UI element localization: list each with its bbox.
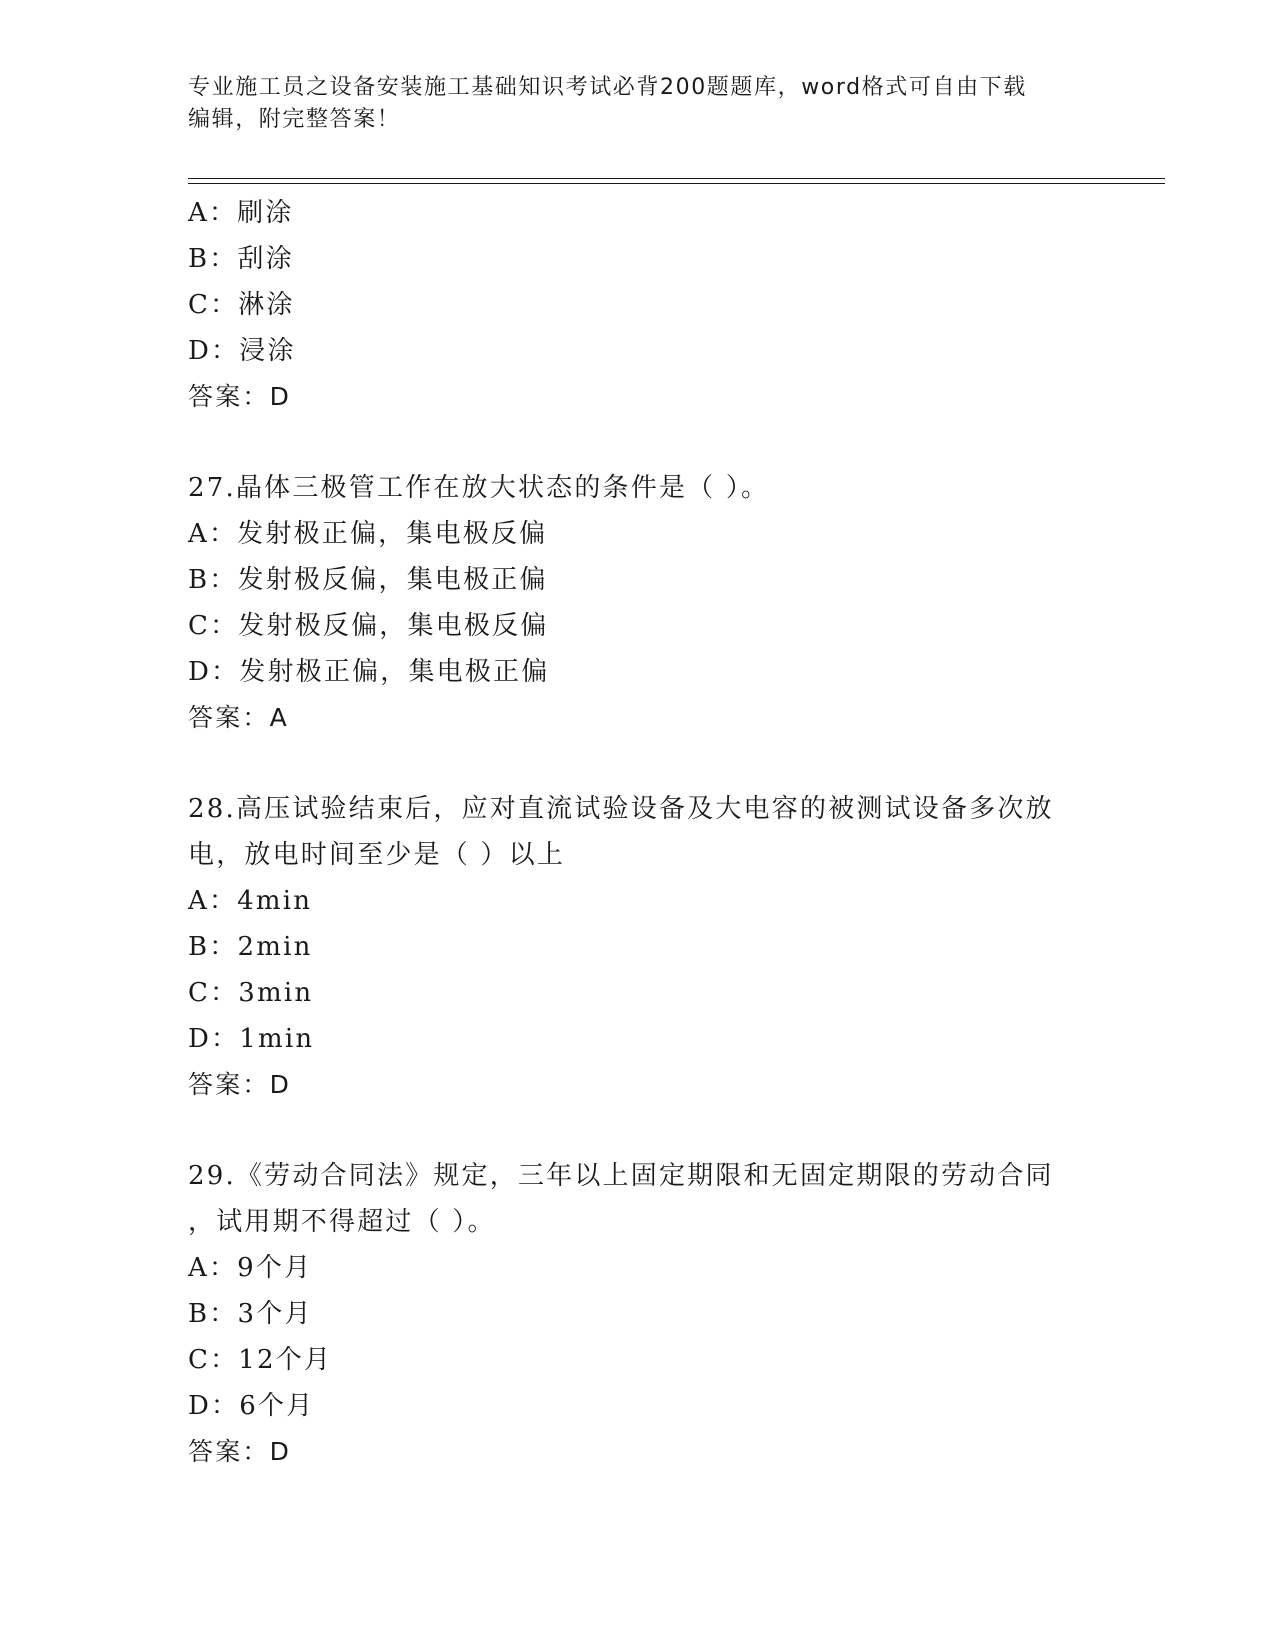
- spacer: [188, 1108, 1088, 1153]
- option-b: B：3个月: [188, 1299, 313, 1329]
- question-28: [188, 786, 1088, 1108]
- option-a: A：4min: [188, 886, 313, 916]
- header-divider-bottom: [188, 183, 1165, 184]
- option-b: B：发射极反偏，集电极正偏: [188, 565, 548, 595]
- option-c: C：12个月: [188, 1345, 333, 1375]
- answer: 答案：D: [188, 1437, 292, 1466]
- answer: 答案：D: [188, 382, 292, 411]
- answer: 答案：A: [188, 703, 289, 732]
- answer: 答案：D: [188, 1070, 292, 1099]
- question-stem-line-2: 电，放电时间至少是（ ）以上: [188, 840, 566, 870]
- option-d: D：发射极正偏，集电极正偏: [188, 657, 550, 687]
- question-list: [188, 190, 1088, 1475]
- document-header: [188, 72, 1088, 136]
- option-d: D：浸涂: [188, 336, 296, 366]
- option-c: C：发射极反偏，集电极反偏: [188, 611, 549, 641]
- option-c: C：淋涂: [188, 290, 295, 320]
- option-c: C：3min: [188, 978, 314, 1008]
- question-26: [188, 190, 1088, 420]
- option-d: D：6个月: [188, 1391, 315, 1421]
- question-stem: 27.晶体三极管工作在放大状态的条件是（ ）。: [188, 473, 770, 503]
- option-d: D：1min: [188, 1024, 315, 1054]
- question-stem-line-1: 29.《劳动合同法》规定，三年以上固定期限和无固定期限的劳动合同: [188, 1161, 1054, 1191]
- option-a: A：发射极正偏，集电极反偏: [188, 519, 548, 549]
- question-27: [188, 465, 1088, 741]
- option-b: B：刮涂: [188, 244, 294, 274]
- option-a: A：9个月: [188, 1253, 313, 1283]
- header-title-line-2: 编辑，附完整答案！: [188, 107, 401, 132]
- option-b: B：2min: [188, 932, 313, 962]
- question-stem-line-2: ，试用期不得超过（ ）。: [188, 1207, 496, 1237]
- spacer: [188, 741, 1088, 786]
- question-29: [188, 1153, 1088, 1475]
- option-a: A：刷涂: [188, 198, 294, 228]
- header-title-line-1: 专业施工员之设备安装施工基础知识考试必背200题题库，word格式可自由下载: [188, 75, 1027, 100]
- spacer: [188, 420, 1088, 465]
- question-stem-line-1: 28.高压试验结束后，应对直流试验设备及大电容的被测试设备多次放: [188, 794, 1054, 824]
- header-divider-top: [188, 178, 1165, 179]
